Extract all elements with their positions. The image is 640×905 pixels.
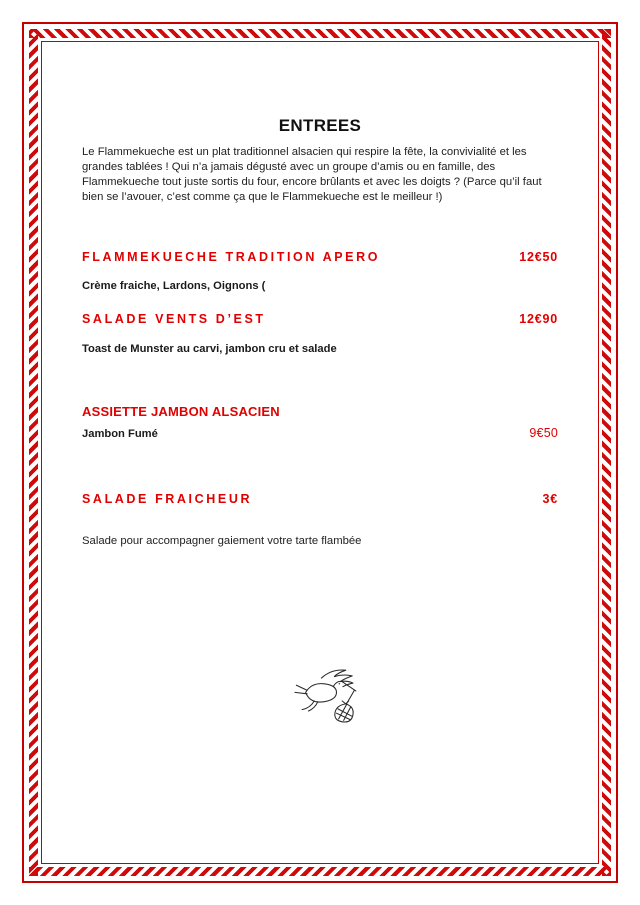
menu-item-price: 3€	[542, 491, 558, 506]
menu-item-price: 12€50	[519, 249, 558, 264]
menu-item-row	[82, 492, 558, 506]
decorative-border-ornament-right	[602, 29, 611, 876]
menu-item-row	[82, 312, 558, 326]
menu-item-row	[82, 404, 558, 419]
intro-paragraph: Le Flammekueche est un plat traditionnel alsacien qui respire la fête, la convivialité et les grandes tablées ! Qui n’a jamais dégusté avec un groupe d’amis ou en famille, des Flammekueche tout juste sortis du four, encore brûlants et avec les doigts ? (Parce qu’il faut bien se l’avouer, c’est comme ça que le Flammekueche est le meilleur !)	[82, 146, 542, 204]
menu-item-price: 9€50	[529, 425, 558, 440]
menu-item-name: FLAMMEKUECHE TRADITION APERO	[82, 249, 381, 264]
menu-item-name: SALADE FRAICHEUR	[82, 491, 253, 506]
menu-item-name: SALADE VENTS D’EST	[82, 311, 266, 326]
menu-item-description: Salade pour accompagner gaiement votre tarte flambée	[82, 534, 362, 547]
menu-item-price: 12€90	[519, 311, 558, 326]
menu-item-row	[82, 250, 558, 264]
decorative-border-ornament-bottom	[29, 867, 611, 876]
menu-content	[82, 0, 558, 742]
menu-item-description: Toast de Munster au carvi, jambon cru et salade	[82, 342, 337, 355]
stork-illustration-container	[82, 665, 558, 742]
decorative-border-ornament-left	[29, 29, 38, 876]
menu-item-row	[82, 426, 558, 440]
menu-item-description: Jambon Fumé	[82, 427, 158, 440]
stork-icon	[277, 665, 363, 737]
page-title: ENTREES	[278, 116, 362, 135]
menu-item-description: Crème fraiche, Lardons, Oignons (	[82, 279, 266, 292]
menu-item-name: ASSIETTE JAMBON ALSACIEN	[82, 403, 280, 419]
